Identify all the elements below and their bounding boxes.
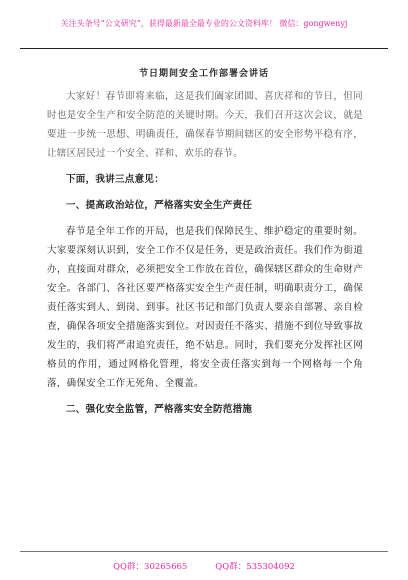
document-title: 节日期间安全工作部署会讲话 <box>138 69 269 79</box>
footer-qq-group-1: QQ群：30265665 <box>113 562 188 572</box>
lead-in-heading: 下面，我讲三点意见： <box>66 174 165 185</box>
section-text-1: 春节是全年工作的开局，也是我们保障民生、维护稳定的重要时刻。大家要深刻认识到，安全工作不仅是任务，更是政治责任。我们作为街道办，直接面对群众，必须把安全工作放在首位，确保辖区群众的生命财产安全。各部门、各社区要严格落实安全生产责任制，明确职责分工，确保责任落实到人、到岗、到事。社区书记和部门负责人要亲自部署、亲自检查，确保各项安全措施落实到位。对因责任不落实、措施不到位导致事故发生的，我们将严肃追究责任，绝不姑息。同时，我们要充分发挥社区网格员的作用，通过网格化管理，将安全责任落实到每一个网格每一个角落，确保安全工作无死角、全覆盖。 <box>47 226 363 389</box>
intro-paragraph: 大家好！春节即将来临，这是我们阖家团圆、喜庆祥和的节日，但同时也是安全生产和安全防范的关键时期。今天，我们召开这次会议，就是要进一步统一思想、明确责任，确保春节期间辖区的安全形势平稳有序，让辖区居民过一个安全、祥和、欢乐的春节。 <box>47 91 363 159</box>
footer-bar <box>20 551 388 580</box>
document-body <box>47 87 363 426</box>
section-heading-2: 二、强化安全监管，严格落实安全防范措施 <box>66 404 253 415</box>
section-heading-1: 一、提高政治站位，严格落实安全生产责任 <box>66 200 253 211</box>
header-banner-text: 关注头条号“公文研究”，获得最新最全最专业的公文资料库！ 微信：gongwenyj <box>60 19 348 28</box>
header-banner <box>20 0 388 49</box>
footer-qq-group-2: QQ群：535304092 <box>215 562 295 572</box>
